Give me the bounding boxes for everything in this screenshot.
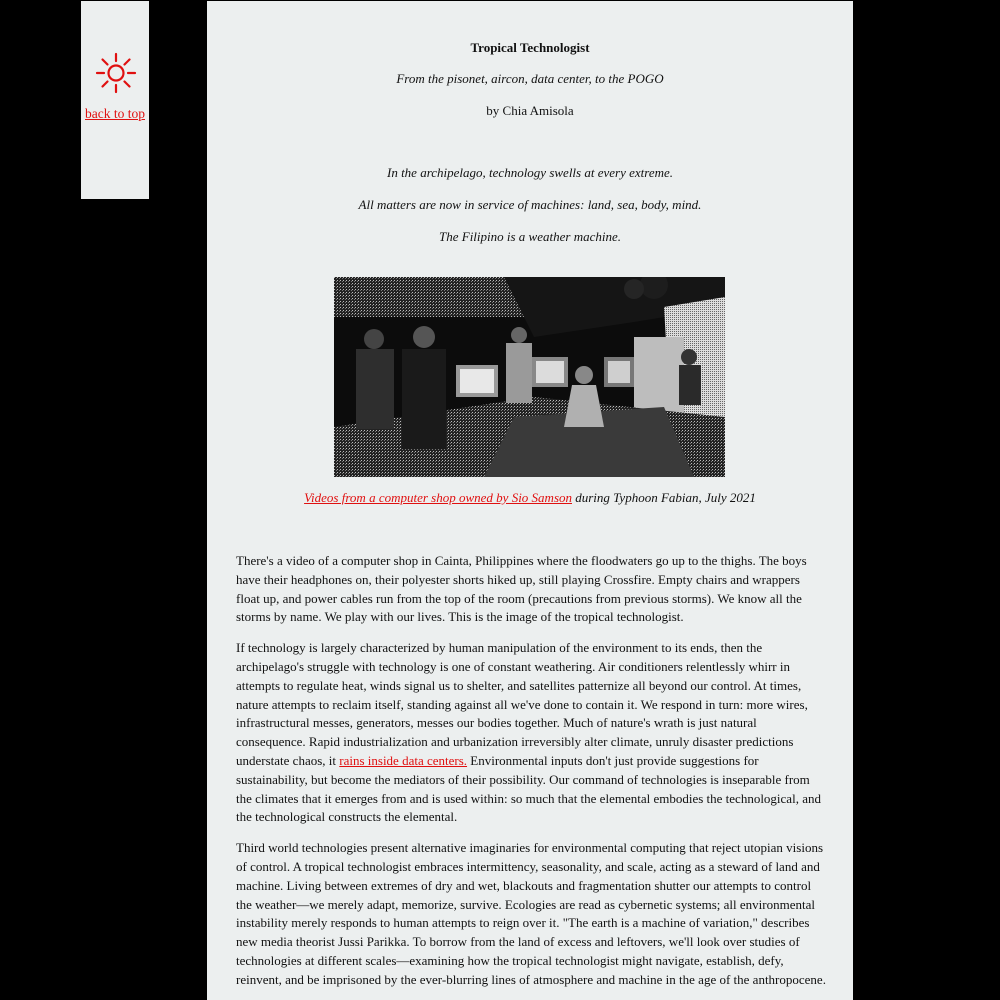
- article: [207, 1, 853, 1000]
- sun-icon[interactable]: [95, 52, 137, 94]
- paragraph: Third world technologies present alternative imaginaries for environmental computing that reject utopian visions of control. A tropical technologist embraces intermittency, seasonality, and scale, acting as a steward of land and machine. Living between extremes of dry and wet, blackouts and fragmentation shutter our attempts to control the weather—we merely adapt, memorize, survive. Ecologies are read as cybernetic systems; all environmental instability merely responds to human attempts to reign over it. "The earth is a machine of variation," describes new media theorist Jussi Parikka. To borrow from the land of excess and leftovers, we'll look over studies of technologies at different scales—examining how the tropical technologist might navigate, establish, defy, reinvent, and be imprisoned by the ever-blurring lines of atmosphere and machine in the age of the anthropocene.: [236, 840, 826, 987]
- photo-illustration: [334, 277, 725, 477]
- article-subtitle: From the pisonet, aircon, data center, to the POGO: [396, 71, 664, 86]
- article-byline: by Chia Amisola: [486, 103, 574, 118]
- caption-text: during Typhoon Fabian, July 2021: [572, 490, 756, 505]
- article-title: Tropical Technologist: [470, 40, 590, 55]
- caption-link[interactable]: Videos from a computer shop owned by Sio Samson: [304, 490, 572, 505]
- paragraph-text: If technology is largely characterized by human manipulation of the environment to its ends, then the archipelago's struggle with technology is one of constant weathering. Air conditioners relentlessly whirr in attempts to regulate heat, winds signal us to shelter, and satellites patternize all beyond our control. At times, nature attempts to reclaim itself, standing against all we've done to contain it. We respond in turn: more wires, infrastructural messes, generators, messes our bodies together. Much of nature's wrath is just natural consequence. Rapid industrialization and urbanization irreversibly alter climate, unruly disaster predictions understate chaos, it: [236, 640, 808, 768]
- computer-shop-flood-photo: [334, 277, 725, 477]
- photo-caption: [207, 490, 853, 506]
- data-centers-link[interactable]: rains inside data centers.: [339, 752, 468, 768]
- article-body: [236, 552, 826, 1000]
- paragraph-text: Environmental inputs don't just provide suggestions for sustainability, but become the mediators of their possibility. Our command of technologies is inseparable from the climates that it emerges from and is used within: so much that the elemental embodies the technological, and the technological constructs the elemental.: [236, 752, 821, 825]
- back-to-top-link[interactable]: back to top: [85, 106, 145, 121]
- paragraph: [236, 639, 826, 827]
- sidebar: [81, 1, 149, 199]
- paragraph: There's a video of a computer shop in Cainta, Philippines where the floodwaters go up to the thighs. The boys have their headphones on, their polyester shorts hiked up, still playing Crossfire. Empty chairs and wrappers float up, and power cables run from the top of the room (precautions from previous storms). We know all the storms by name. We play with our lives. This is the image of the tropical technologist.: [236, 553, 807, 625]
- epigraph-line: The Filipino is a weather machine.: [439, 229, 621, 244]
- epigraph-line: In the archipelago, technology swells at every extreme.: [386, 165, 674, 180]
- epigraph-line: All matters are now in service of machines: land, sea, body, mind.: [358, 197, 702, 212]
